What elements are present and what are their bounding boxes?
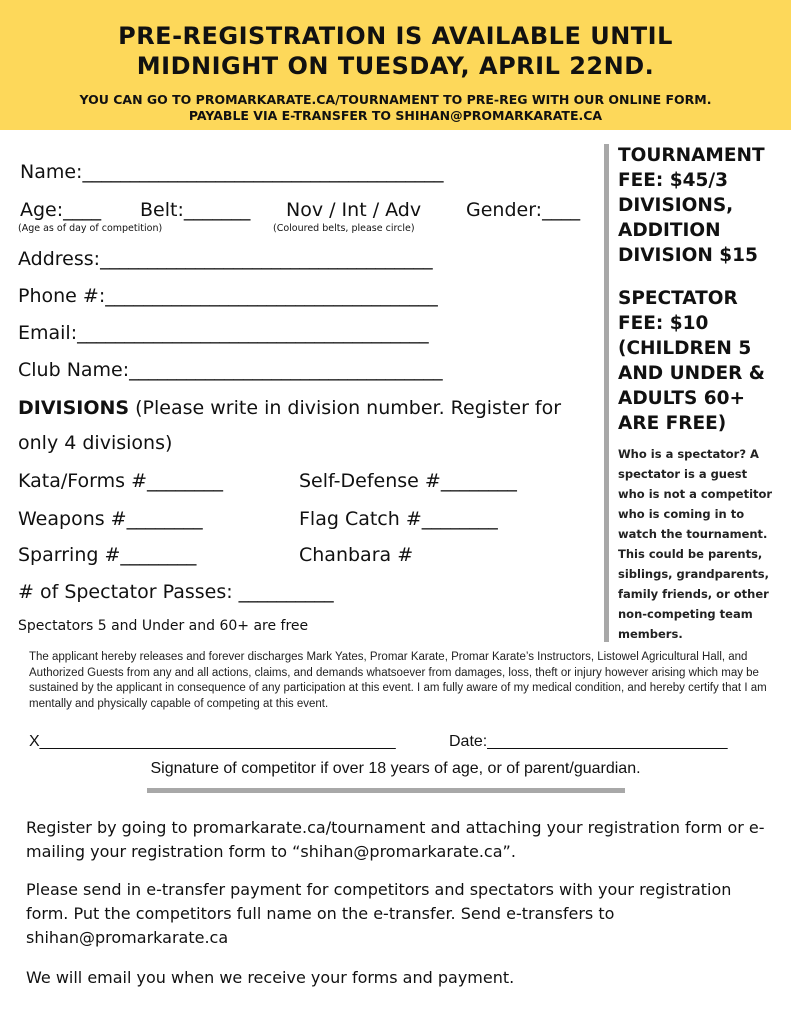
divisions-instructions: (Please write in division number. Register for xyxy=(129,397,562,419)
fee-line: TOURNAMENT xyxy=(618,145,765,166)
age-note: (Age as of day of competition) xyxy=(18,223,163,234)
spectator-note-line: non-competing team xyxy=(618,607,753,621)
flag-catch-field[interactable]: Flag Catch #________ xyxy=(299,508,498,530)
spectator-note-line: siblings, grandparents, xyxy=(618,567,769,581)
fee-line: FEE: $45/3 xyxy=(618,170,728,191)
banner-headline-1: PRE-REGISTRATION IS AVAILABLE UNTIL xyxy=(118,22,673,50)
header-banner xyxy=(0,0,791,130)
spectator-passes-field[interactable]: # of Spectator Passes: __________ xyxy=(18,581,334,603)
divisions-label: DIVISIONS xyxy=(18,397,130,419)
phone-field[interactable]: Phone #:___________________________________ xyxy=(18,285,438,307)
section-divider xyxy=(147,788,625,793)
instructions-payment: Please send in e-transfer payment for competitors and spectators with your registration form. Put the competitors full name on the e-transfer. Send e-transfers to shihan@promarkarate.ca xyxy=(26,880,732,947)
fee-line: ADDITION xyxy=(618,220,721,241)
liability-release: The applicant hereby releases and forever discharges Mark Yates, Promar Karate, Promar Karate’s Instructors, Listowel Agricultural Hall, and Authorized Guests from any and all actions, claims, and demands whatsoever from damages, loss, theft or injury however arising which may be sustained by the applicant in consequence of any participation at this event. I am fully aware of my medical condition, and hereby certify that I am mentally and physically capable of competing at this event. xyxy=(29,651,767,710)
instructions-confirmation: We will email you when we receive your forms and payment. xyxy=(26,968,515,987)
date-field[interactable]: Date:___________________________ xyxy=(449,733,728,750)
sidebar-divider xyxy=(604,144,609,642)
self-defense-field[interactable]: Self-Defense #________ xyxy=(299,470,517,492)
spectator-note-line: spectator is a guest xyxy=(618,467,748,481)
fee-line: DIVISION $15 xyxy=(618,245,758,266)
spectator-note-line: who is coming in to xyxy=(618,507,745,521)
email-field[interactable]: Email:_____________________________________ xyxy=(18,322,429,344)
belt-note: (Coloured belts, please circle) xyxy=(273,223,415,234)
divisions-instructions-line2: only 4 divisions) xyxy=(18,432,173,454)
weapons-field[interactable]: Weapons #________ xyxy=(18,508,203,530)
spectator-fee-line: AND UNDER & xyxy=(618,363,765,384)
spectator-fee-line: ARE FREE) xyxy=(618,413,727,434)
spectator-fee-line: (CHILDREN 5 xyxy=(618,338,752,359)
spectator-note-line: Who is a spectator? A xyxy=(618,447,759,461)
divisions-heading xyxy=(18,396,561,420)
chanbara-field[interactable]: Chanbara # xyxy=(299,544,414,566)
banner-subline-2: PAYABLE VIA E-TRANSFER TO SHIHAN@PROMARKARATE.CA xyxy=(188,108,603,123)
spectator-note-line: family friends, or other xyxy=(618,587,769,601)
age-field[interactable]: Age:____ xyxy=(20,199,102,221)
spectator-fee-line: FEE: $10 xyxy=(618,313,709,334)
instructions-register: Register by going to promarkarate.ca/tournament and attaching your registration form or e-mailing your registration form to “shihan@promarkarate.ca”. xyxy=(26,818,765,861)
spectator-note-line: This could be parents, xyxy=(618,547,763,561)
spectator-note-line: members. xyxy=(618,627,683,641)
spectator-note-line: who is not a competitor xyxy=(618,487,773,501)
sparring-field[interactable]: Sparring #________ xyxy=(18,544,197,566)
spectator-note-line: watch the tournament. xyxy=(618,527,768,541)
level-options[interactable]: Nov / Int / Adv xyxy=(286,199,422,221)
banner-headline-2: MIDNIGHT ON TUESDAY, APRIL 22ND. xyxy=(136,52,655,80)
spectator-fee-block xyxy=(618,286,786,436)
spectator-fee-line: SPECTATOR xyxy=(618,288,738,309)
fee-line: DIVISIONS, xyxy=(618,195,734,216)
banner-subline-1: YOU CAN GO TO PROMARKARATE.CA/TOURNAMENT TO PRE-REG WITH OUR ONLINE FORM. xyxy=(79,92,712,107)
signature-field[interactable]: X________________________________________ xyxy=(29,733,396,750)
club-name-field[interactable]: Club Name:_________________________________ xyxy=(18,359,443,381)
spectator-fee-line: ADULTS 60+ xyxy=(618,388,746,409)
kata-forms-field[interactable]: Kata/Forms #________ xyxy=(18,470,223,492)
tournament-fee-block xyxy=(618,143,786,268)
signature-caption: Signature of competitor if over 18 years of age, or of parent/guardian. xyxy=(150,760,641,777)
spectator-definition xyxy=(618,444,778,644)
gender-field[interactable]: Gender:____ xyxy=(466,199,581,221)
belt-field[interactable]: Belt:_______ xyxy=(140,199,251,221)
address-field[interactable]: Address:___________________________________ xyxy=(18,248,433,270)
name-field[interactable]: Name:______________________________________ xyxy=(20,161,444,183)
spectator-note: Spectators 5 and Under and 60+ are free xyxy=(18,618,309,634)
